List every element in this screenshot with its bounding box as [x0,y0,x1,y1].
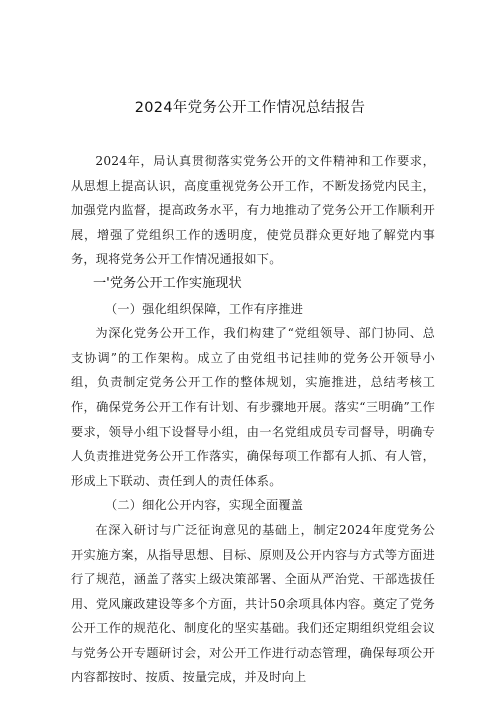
page-title: 2024年党务公开工作情况总结报告 [134,100,366,116]
subsection-heading-2: （二）细化公开内容，实现全面覆盖 [105,498,304,513]
subsection-paragraph-1: 为深化党务公开工作，我们构建了“党组领导、部门协同、总支协调”的工作架构。成立了由党组书记挂帅的党务公开领导小组，负责制定党务公开工作的整体规划，实施推进，总结考核工作，确保党务公开工作有计划、有步骤地开展。落实“三明确”工作要求，领导小组下设督导小组，由一名党组成员专司督导，明确专人负责推进党务公开工作落实，确保每项工作都有人抓、有人管，形成上下联动、责任到人的责任体系。 [71,326,435,488]
subsection-paragraph-2: 在深入研讨与广泛征询意见的基础上，制定2024年度党务公开实施方案，从指导思想、目标、原则及公开内容与方式等方面进行了规范，涵盖了落实上级决策部署、全面从严治党、干部选拔任用、党风廉政建设等多个方面，共计50余项具体内容。奠定了党务公开工作的规范化、制度化的坚实基础。我们还定期组织党组会议与党务公开专题研讨会，对公开工作进行动态管理，确保每项公开内容都按时、按质、按量完成，并及时向上 [71,522,435,685]
subsection-heading-1: （一）强化组织保障，工作有序推进 [105,301,304,316]
section-heading: 一'党务公开工作实施现状 [93,275,242,291]
intro-paragraph: 2024年，局认真贯彻落实党务公开的文件精神和工作要求，从思想上提高认识，高度重视党务公开工作，不断发扬党内民主，加强党内监督，提高政务水平，有力地推动了党务公开工作顺利开展，增强了党组织工作的透明度，使党员群众更好地了解党内事务，现将党务公开工作情况通报如下。 [71,154,435,267]
document-body [71,149,435,690]
